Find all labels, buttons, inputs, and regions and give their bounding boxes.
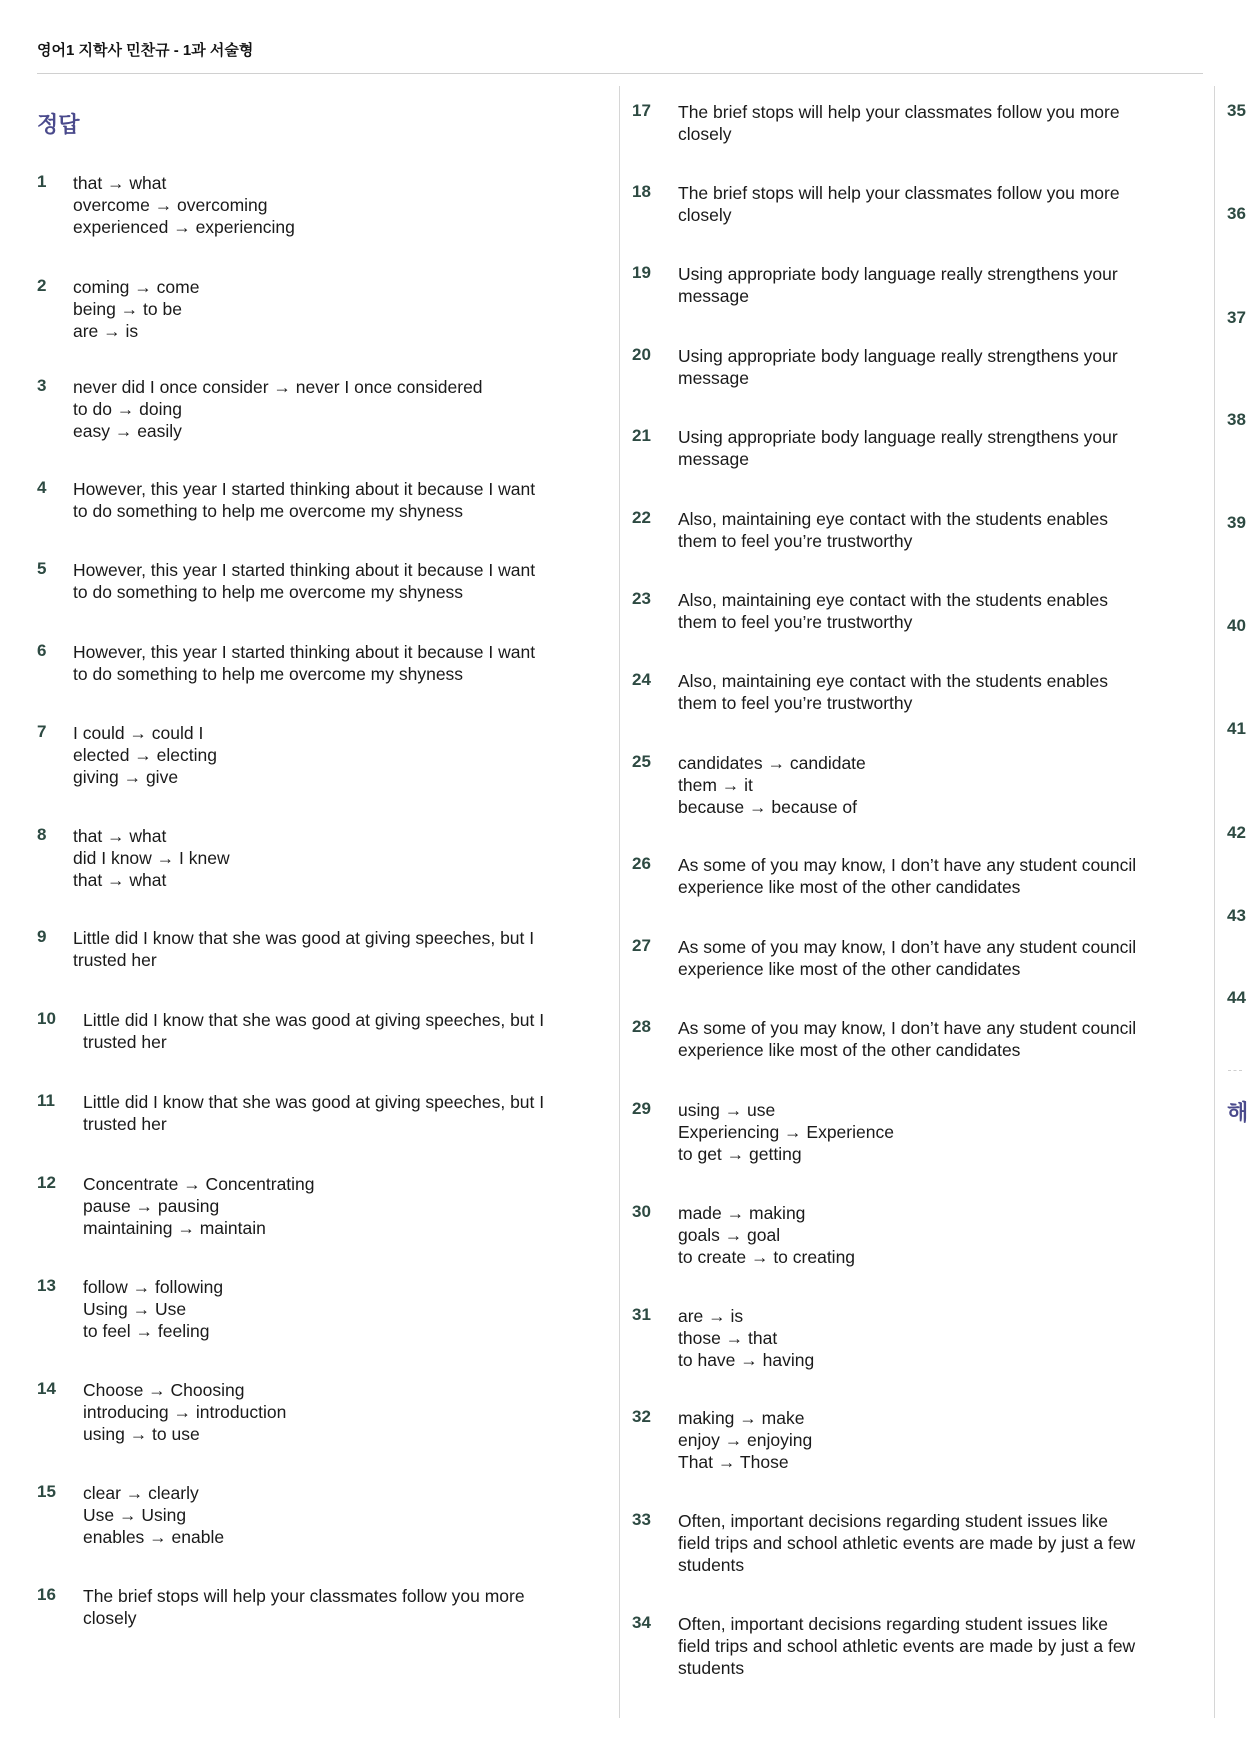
answer-line: Also, maintaining eye contact with the students enables bbox=[678, 671, 1108, 691]
answer-number: 38 bbox=[1227, 410, 1246, 429]
answer-item bbox=[37, 927, 577, 971]
answer-item bbox=[632, 1613, 1172, 1679]
answer-item bbox=[632, 752, 1172, 818]
answer-text bbox=[83, 1482, 577, 1548]
answer-text bbox=[73, 927, 577, 971]
answer-line: easy → easily bbox=[73, 421, 182, 441]
answer-text bbox=[678, 345, 1172, 389]
answer-number: 36 bbox=[1227, 204, 1246, 223]
answer-number: 10 bbox=[37, 1009, 56, 1028]
answer-item bbox=[632, 101, 1172, 145]
answer-number: 2 bbox=[37, 276, 47, 295]
answer-text bbox=[73, 276, 577, 342]
answer-text bbox=[678, 101, 1172, 145]
answer-line: Use → Using bbox=[83, 1505, 187, 1525]
answer-text bbox=[83, 1379, 577, 1445]
answer-line: using → to use bbox=[83, 1424, 200, 1444]
answer-line: to have → having bbox=[678, 1350, 815, 1370]
answer-item bbox=[37, 1276, 577, 1342]
header-divider bbox=[37, 73, 1203, 74]
answer-item bbox=[37, 825, 577, 891]
answer-line: I could → could I bbox=[73, 723, 204, 743]
answer-number: 37 bbox=[1227, 308, 1246, 327]
answer-item bbox=[632, 589, 1172, 633]
answer-line: experience like most of the other candidates bbox=[678, 1040, 1021, 1060]
answer-number: 16 bbox=[37, 1585, 56, 1604]
answer-item bbox=[37, 1173, 577, 1239]
answer-number: 17 bbox=[632, 101, 651, 120]
answer-number: 11 bbox=[37, 1091, 55, 1110]
answer-item bbox=[632, 345, 1172, 389]
answer-number: 9 bbox=[37, 927, 47, 946]
answer-line: The brief stops will help your classmates follow you more bbox=[83, 1586, 525, 1606]
answer-line: those → that bbox=[678, 1328, 778, 1348]
answer-line: closely bbox=[678, 124, 732, 144]
answer-item bbox=[632, 670, 1172, 714]
answer-number: 44 bbox=[1227, 988, 1246, 1007]
page-header-title: 영어1 지학사 민찬규 - 1과 서술형 bbox=[37, 42, 254, 59]
answer-line: them to feel you’re trustworthy bbox=[678, 531, 913, 551]
answer-line: trusted her bbox=[83, 1114, 167, 1134]
answer-number: 4 bbox=[37, 478, 47, 497]
answer-line: to do something to help me overcome my shyness bbox=[73, 664, 464, 684]
answer-item bbox=[37, 376, 577, 442]
answer-text bbox=[73, 172, 577, 238]
answer-number: 7 bbox=[37, 722, 47, 741]
answer-item bbox=[632, 1202, 1172, 1268]
answer-line: did I know → I knew bbox=[73, 848, 230, 868]
answer-text bbox=[678, 1613, 1172, 1679]
answer-line: experienced → experiencing bbox=[73, 217, 295, 237]
answer-item bbox=[37, 478, 577, 522]
answer-text bbox=[73, 722, 577, 788]
answer-number: 13 bbox=[37, 1276, 56, 1295]
answer-line: students bbox=[678, 1555, 745, 1575]
answer-line: overcome → overcoming bbox=[73, 195, 268, 215]
answer-number: 33 bbox=[632, 1510, 651, 1529]
answer-line: The brief stops will help your classmates follow you more bbox=[678, 183, 1120, 203]
answer-number: 35 bbox=[1227, 101, 1246, 120]
answer-line: However, this year I started thinking about it because I want bbox=[73, 642, 536, 662]
answer-line: Little did I know that she was good at giving speeches, but I bbox=[73, 928, 535, 948]
answer-number: 25 bbox=[632, 752, 651, 771]
answer-item bbox=[632, 426, 1172, 470]
answer-text bbox=[678, 1510, 1172, 1576]
answer-line: message bbox=[678, 368, 750, 388]
answer-line: are → is bbox=[678, 1306, 744, 1326]
answer-line: Using appropriate body language really strengthens your bbox=[678, 346, 1118, 366]
answer-line: making → make bbox=[678, 1408, 805, 1428]
answer-text bbox=[678, 1099, 1172, 1165]
answer-text bbox=[678, 936, 1172, 980]
answer-item bbox=[37, 559, 577, 603]
answer-number: 28 bbox=[632, 1017, 651, 1036]
answer-line: enables → enable bbox=[83, 1527, 225, 1547]
answer-text bbox=[678, 1017, 1172, 1061]
answer-number: 43 bbox=[1227, 906, 1246, 925]
answer-line: message bbox=[678, 286, 750, 306]
answer-line: However, this year I started thinking about it because I want bbox=[73, 479, 536, 499]
answer-text bbox=[73, 559, 577, 603]
answer-line: to do something to help me overcome my shyness bbox=[73, 501, 464, 521]
answer-number: 39 bbox=[1227, 513, 1246, 532]
answer-line: closely bbox=[678, 205, 732, 225]
answer-item bbox=[632, 1017, 1172, 1061]
answer-line: to create → to creating bbox=[678, 1247, 856, 1267]
col3-dashed-separator bbox=[1228, 1070, 1242, 1071]
answer-text bbox=[678, 589, 1172, 633]
answer-line: that → what bbox=[73, 870, 167, 890]
answer-line: because → because of bbox=[678, 797, 858, 817]
column-divider-1 bbox=[619, 86, 620, 1718]
answer-line: maintaining → maintain bbox=[83, 1218, 266, 1238]
answer-number: 21 bbox=[632, 426, 651, 445]
answer-text bbox=[83, 1276, 577, 1342]
explanation-section-title-partial: 해 bbox=[1227, 1100, 1248, 1125]
answer-text bbox=[678, 1202, 1172, 1268]
answer-line: them → it bbox=[678, 775, 753, 795]
answer-line: Using appropriate body language really strengthens your bbox=[678, 264, 1118, 284]
answer-text bbox=[83, 1009, 577, 1053]
answer-line: However, this year I started thinking about it because I want bbox=[73, 560, 536, 580]
answer-number: 12 bbox=[37, 1173, 56, 1192]
answer-line: field trips and school athletic events are made by just a few bbox=[678, 1533, 1136, 1553]
answer-number: 31 bbox=[632, 1305, 651, 1324]
answer-line: never did I once consider → never I once considered bbox=[73, 377, 483, 397]
answer-line: to do something to help me overcome my shyness bbox=[73, 582, 464, 602]
answer-line: being → to be bbox=[73, 299, 182, 319]
answer-text bbox=[678, 426, 1172, 470]
answer-line: trusted her bbox=[83, 1032, 167, 1052]
answer-item bbox=[632, 1099, 1172, 1165]
answer-line: coming → come bbox=[73, 277, 200, 297]
answer-item bbox=[37, 1585, 577, 1629]
answer-line: Experiencing → Experience bbox=[678, 1122, 894, 1142]
answer-line: Concentrate → Concentrating bbox=[83, 1174, 315, 1194]
answer-number: 41 bbox=[1227, 719, 1246, 738]
answer-line: made → making bbox=[678, 1203, 806, 1223]
answer-text bbox=[678, 263, 1172, 307]
answer-line: that → what bbox=[73, 173, 167, 193]
answer-item bbox=[37, 641, 577, 685]
answer-line: Often, important decisions regarding student issues like bbox=[678, 1614, 1108, 1634]
answer-line: field trips and school athletic events are made by just a few bbox=[678, 1636, 1136, 1656]
answer-item bbox=[632, 1305, 1172, 1371]
answer-line: follow → following bbox=[83, 1277, 224, 1297]
answer-item bbox=[37, 1091, 577, 1135]
answer-line: using → use bbox=[678, 1100, 776, 1120]
column-divider-2 bbox=[1214, 86, 1215, 1718]
answer-item bbox=[37, 276, 577, 342]
answer-item bbox=[632, 854, 1172, 898]
answer-number: 19 bbox=[632, 263, 651, 282]
answer-line: to do → doing bbox=[73, 399, 182, 419]
answer-line: experience like most of the other candidates bbox=[678, 877, 1021, 897]
answer-number: 42 bbox=[1227, 823, 1246, 842]
answer-item bbox=[632, 1510, 1172, 1576]
answer-number: 8 bbox=[37, 825, 47, 844]
answer-line: pause → pausing bbox=[83, 1196, 220, 1216]
answer-line: As some of you may know, I don’t have any student council bbox=[678, 1018, 1137, 1038]
answer-number: 3 bbox=[37, 376, 47, 395]
answer-number: 18 bbox=[632, 182, 651, 201]
answer-line: students bbox=[678, 1658, 745, 1678]
answer-text bbox=[678, 670, 1172, 714]
answer-text bbox=[678, 1407, 1172, 1473]
answer-line: closely bbox=[83, 1608, 137, 1628]
answer-number: 26 bbox=[632, 854, 651, 873]
answer-line: That → Those bbox=[678, 1452, 789, 1472]
answer-number: 29 bbox=[632, 1099, 651, 1118]
answer-line: Also, maintaining eye contact with the students enables bbox=[678, 590, 1108, 610]
answer-number: 6 bbox=[37, 641, 47, 660]
answer-number: 40 bbox=[1227, 616, 1246, 635]
answer-item bbox=[632, 936, 1172, 980]
answer-line: clear → clearly bbox=[83, 1483, 199, 1503]
answer-number: 30 bbox=[632, 1202, 651, 1221]
answer-line: Little did I know that she was good at giving speeches, but I bbox=[83, 1092, 545, 1112]
answer-text bbox=[73, 376, 577, 442]
answer-text bbox=[678, 1305, 1172, 1371]
answer-text bbox=[83, 1091, 577, 1135]
answer-item bbox=[37, 1379, 577, 1445]
answer-text bbox=[678, 752, 1172, 818]
answer-text bbox=[678, 508, 1172, 552]
answer-line: enjoy → enjoying bbox=[678, 1430, 813, 1450]
answer-text bbox=[73, 825, 577, 891]
answer-text bbox=[678, 854, 1172, 898]
answer-line: trusted her bbox=[73, 950, 157, 970]
answer-line: Using appropriate body language really strengthens your bbox=[678, 427, 1118, 447]
answer-item bbox=[37, 172, 577, 238]
answer-line: Also, maintaining eye contact with the students enables bbox=[678, 509, 1108, 529]
answer-number: 23 bbox=[632, 589, 651, 608]
answer-number: 15 bbox=[37, 1482, 56, 1501]
answer-line: Using → Use bbox=[83, 1299, 187, 1319]
answer-line: The brief stops will help your classmates follow you more bbox=[678, 102, 1120, 122]
answer-number: 22 bbox=[632, 508, 651, 527]
answer-line: Choose → Choosing bbox=[83, 1380, 245, 1400]
answer-line: Little did I know that she was good at giving speeches, but I bbox=[83, 1010, 545, 1030]
answer-text bbox=[73, 641, 577, 685]
answer-section-title: 정답 bbox=[37, 112, 80, 137]
answer-line: As some of you may know, I don’t have any student council bbox=[678, 937, 1137, 957]
answer-text bbox=[678, 182, 1172, 226]
answer-item bbox=[632, 263, 1172, 307]
answer-item bbox=[37, 1482, 577, 1548]
answer-item bbox=[632, 508, 1172, 552]
answer-line: elected → electing bbox=[73, 745, 217, 765]
answer-text bbox=[83, 1173, 577, 1239]
answer-line: them to feel you’re trustworthy bbox=[678, 612, 913, 632]
answer-number: 27 bbox=[632, 936, 651, 955]
answer-item bbox=[37, 722, 577, 788]
answer-item bbox=[37, 1009, 577, 1053]
answer-line: that → what bbox=[73, 826, 167, 846]
answer-number: 34 bbox=[632, 1613, 651, 1632]
answer-line: introducing → introduction bbox=[83, 1402, 287, 1422]
answer-line: Often, important decisions regarding student issues like bbox=[678, 1511, 1108, 1531]
answer-item bbox=[632, 182, 1172, 226]
answer-line: message bbox=[678, 449, 750, 469]
answer-line: candidates → candidate bbox=[678, 753, 866, 773]
answer-text bbox=[73, 478, 577, 522]
answer-number: 20 bbox=[632, 345, 651, 364]
answer-item bbox=[632, 1407, 1172, 1473]
answer-line: giving → give bbox=[73, 767, 179, 787]
answer-number: 1 bbox=[37, 172, 47, 191]
answer-line: goals → goal bbox=[678, 1225, 781, 1245]
answer-line: them to feel you’re trustworthy bbox=[678, 693, 913, 713]
answer-number: 32 bbox=[632, 1407, 651, 1426]
answer-text bbox=[83, 1585, 577, 1629]
answer-line: are → is bbox=[73, 321, 139, 341]
answer-line: As some of you may know, I don’t have any student council bbox=[678, 855, 1137, 875]
answer-number: 24 bbox=[632, 670, 651, 689]
answer-line: experience like most of the other candidates bbox=[678, 959, 1021, 979]
answer-number: 5 bbox=[37, 559, 47, 578]
answer-line: to get → getting bbox=[678, 1144, 802, 1164]
answer-number: 14 bbox=[37, 1379, 56, 1398]
answer-line: to feel → feeling bbox=[83, 1321, 210, 1341]
